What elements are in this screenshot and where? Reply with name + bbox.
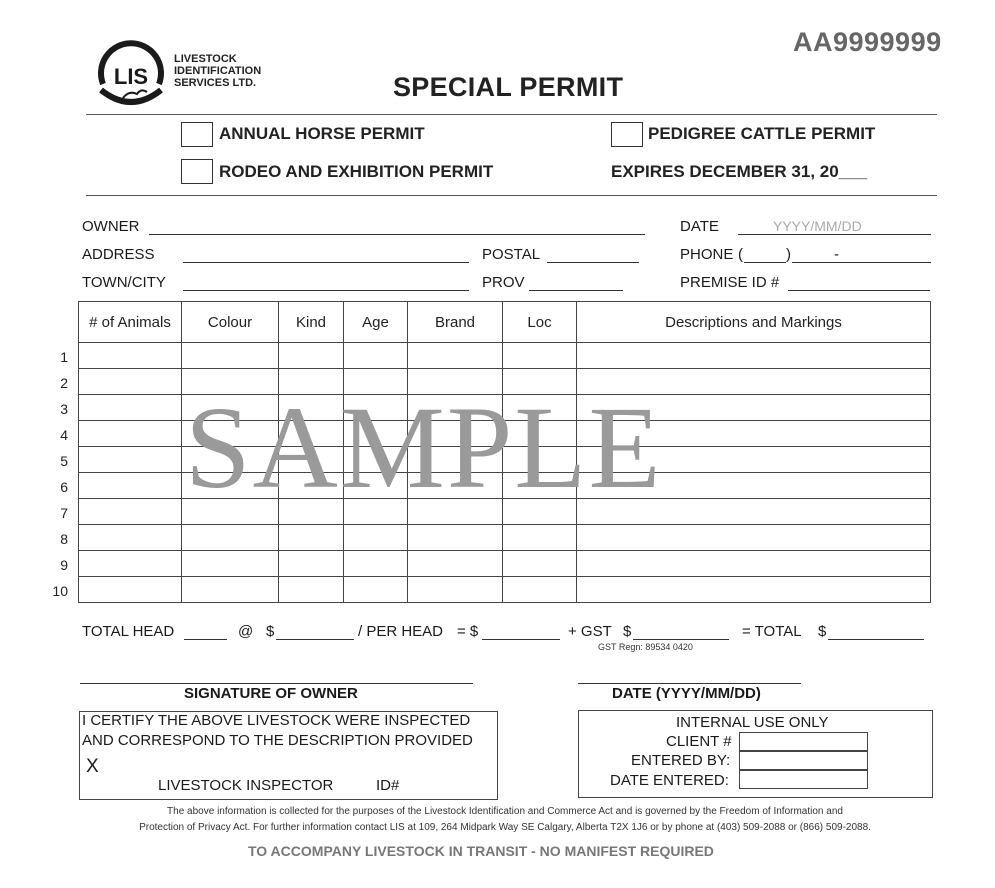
table-cell[interactable] (408, 473, 503, 499)
table-cell[interactable] (577, 577, 931, 603)
total-dollar-sign: $ (818, 623, 827, 640)
certify-line-1: I CERTIFY THE ABOVE LIVESTOCK WERE INSPECTED (82, 712, 471, 729)
table-row (79, 577, 931, 603)
lis-logo (95, 40, 167, 112)
table-cell[interactable] (79, 343, 182, 369)
table-cell[interactable] (279, 577, 344, 603)
town-city-label: TOWN/CITY (82, 274, 166, 291)
date-entered-label: DATE ENTERED: (610, 772, 729, 789)
table-cell[interactable] (503, 473, 577, 499)
gst-label: + GST (568, 623, 612, 640)
postal-field[interactable] (547, 262, 639, 263)
table-cell[interactable] (408, 343, 503, 369)
table-cell[interactable] (279, 551, 344, 577)
transit-notice: TO ACCOMPANY LIVESTOCK IN TRANSIT - NO MANIFEST REQUIRED (248, 843, 714, 859)
logo-mark: LIS (113, 64, 149, 89)
table-row (79, 395, 931, 421)
phone-dash: - (834, 246, 839, 263)
table-cell[interactable] (79, 499, 182, 525)
inspector-signature-mark[interactable]: X (86, 756, 99, 777)
table-cell[interactable] (344, 343, 408, 369)
date-label: DATE (680, 218, 719, 235)
top-divider (86, 114, 937, 115)
subtotal-field[interactable] (482, 639, 560, 640)
total-equals-label: = TOTAL (742, 623, 802, 640)
rodeo-exhibition-label: RODEO AND EXHIBITION PERMIT (219, 162, 494, 181)
table-cell[interactable] (344, 447, 408, 473)
table-cell[interactable] (182, 447, 279, 473)
table-cell[interactable] (279, 343, 344, 369)
col-header-colour: Colour (182, 302, 279, 343)
table-cell[interactable] (279, 369, 344, 395)
internal-use-title: INTERNAL USE ONLY (676, 714, 829, 731)
table-cell[interactable] (279, 395, 344, 421)
premise-id-label: PREMISE ID # (680, 274, 780, 291)
table-cell[interactable] (79, 551, 182, 577)
owner-signature-field[interactable] (80, 683, 473, 684)
row-number: 10 (52, 583, 68, 599)
subtotal-equals-dollar: = $ (457, 623, 479, 640)
row-number: 8 (60, 531, 68, 547)
table-cell[interactable] (577, 369, 931, 395)
table-cell[interactable] (79, 473, 182, 499)
col-header-animals: # of Animals (79, 302, 182, 343)
postal-label: POSTAL (482, 246, 541, 263)
table-cell[interactable] (279, 499, 344, 525)
owner-signature-label: SIGNATURE OF OWNER (184, 685, 358, 702)
table-cell[interactable] (408, 525, 503, 551)
table-row (79, 421, 931, 447)
row-number: 6 (60, 479, 68, 495)
client-number-label: CLIENT # (666, 733, 732, 750)
table-cell[interactable] (503, 525, 577, 551)
phone-label: PHONE (680, 246, 734, 263)
mid-divider (86, 195, 937, 196)
gst-dollar-sign: $ (623, 623, 632, 640)
table-cell[interactable] (344, 525, 408, 551)
per-head-label: / PER HEAD (358, 623, 444, 640)
phone-close-paren: ) (786, 246, 791, 263)
inspector-id-label: ID# (376, 777, 400, 794)
price-dollar-sign: $ (266, 623, 275, 640)
table-cell[interactable] (503, 447, 577, 473)
premise-id-field[interactable] (788, 290, 930, 291)
table-cell[interactable] (503, 421, 577, 447)
price-per-head-field[interactable] (276, 639, 354, 640)
table-cell[interactable] (577, 421, 931, 447)
table-cell[interactable] (79, 447, 182, 473)
table-cell[interactable] (182, 525, 279, 551)
phone-area-field[interactable] (744, 262, 786, 263)
table-cell[interactable] (577, 525, 931, 551)
table-cell[interactable] (79, 577, 182, 603)
table-cell[interactable] (503, 343, 577, 369)
gst-field[interactable] (633, 639, 729, 640)
sample-watermark: SAMPLE (185, 382, 663, 513)
signature-date-label: DATE (YYYY/MM/DD) (612, 685, 761, 702)
table-row (79, 499, 931, 525)
table-cell[interactable] (344, 473, 408, 499)
table-cell[interactable] (577, 343, 931, 369)
table-cell[interactable] (408, 577, 503, 603)
table-cell[interactable] (503, 395, 577, 421)
org-line-1: LIVESTOCK (174, 53, 237, 65)
annual-horse-checkbox[interactable] (181, 122, 213, 147)
certify-line-2: AND CORRESPOND TO THE DESCRIPTION PROVIDED (82, 732, 473, 749)
entered-by-label: ENTERED BY: (631, 752, 731, 769)
table-cell[interactable] (503, 551, 577, 577)
table-cell[interactable] (408, 447, 503, 473)
table-cell[interactable] (279, 421, 344, 447)
expires-label: EXPIRES DECEMBER 31, 20___ (611, 162, 868, 181)
row-number: 1 (60, 349, 68, 365)
page-title: SPECIAL PERMIT (393, 72, 624, 102)
col-header-brand: Brand (408, 302, 503, 343)
date-placeholder: YYYY/MM/DD (773, 218, 862, 234)
signature-date-field[interactable] (578, 683, 801, 684)
date-field[interactable] (738, 234, 931, 235)
livestock-table (78, 301, 931, 603)
col-header-descriptions: Descriptions and Markings (577, 302, 931, 343)
at-symbol: @ (238, 623, 254, 640)
pedigree-cattle-checkbox[interactable] (611, 122, 643, 147)
entered-by-field[interactable] (739, 751, 868, 770)
table-cell[interactable] (577, 447, 931, 473)
table-cell[interactable] (182, 421, 279, 447)
total-head-label: TOTAL HEAD (82, 623, 175, 640)
table-cell[interactable] (408, 369, 503, 395)
table-cell[interactable] (344, 369, 408, 395)
table-row (79, 369, 931, 395)
table-cell[interactable] (182, 395, 279, 421)
address-label: ADDRESS (82, 246, 155, 263)
col-header-kind: Kind (279, 302, 344, 343)
row-number: 3 (60, 401, 68, 417)
serial-number: AA9999999 (793, 27, 942, 57)
table-cell[interactable] (182, 343, 279, 369)
prov-field[interactable] (529, 290, 623, 291)
date-entered-field[interactable] (739, 770, 868, 789)
owner-field[interactable] (149, 234, 645, 235)
table-cell[interactable] (182, 499, 279, 525)
table-cell[interactable] (182, 369, 279, 395)
table-cell[interactable] (408, 551, 503, 577)
row-number: 4 (60, 427, 68, 443)
table-cell[interactable] (344, 577, 408, 603)
owner-label: OWNER (82, 218, 140, 235)
phone-number-field[interactable] (792, 262, 931, 263)
table-cell[interactable] (577, 473, 931, 499)
privacy-notice-line-2: Protection of Privacy Act. For further information contact LIS at 109, 264 Midpark Way SE Calgary, Alberta T2X 1J6 or by phone at (403) 509-2088 or (866) 509-2088. (139, 822, 871, 833)
table-row (79, 551, 931, 577)
table-cell[interactable] (408, 499, 503, 525)
org-line-3: SERVICES LTD. (174, 77, 257, 89)
total-head-field[interactable] (184, 639, 227, 640)
table-row (79, 473, 931, 499)
rodeo-exhibition-checkbox[interactable] (181, 159, 213, 184)
col-header-age: Age (344, 302, 408, 343)
table-cell[interactable] (182, 473, 279, 499)
row-number: 5 (60, 453, 68, 469)
table-cell[interactable] (182, 551, 279, 577)
table-cell[interactable] (408, 395, 503, 421)
table-cell[interactable] (79, 395, 182, 421)
table-cell[interactable] (344, 499, 408, 525)
table-cell[interactable] (279, 525, 344, 551)
gst-registration: GST Regn: 89534 0420 (598, 642, 693, 652)
annual-horse-label: ANNUAL HORSE PERMIT (219, 124, 425, 143)
org-name (174, 53, 261, 89)
org-line-2: IDENTIFICATION (174, 65, 262, 77)
table-row (79, 525, 931, 551)
table-cell[interactable] (577, 499, 931, 525)
table-cell[interactable] (344, 395, 408, 421)
table-cell[interactable] (408, 421, 503, 447)
table-cell[interactable] (503, 369, 577, 395)
privacy-notice-line-1: The above information is collected for the purposes of the Livestock Identification and Commerce Act and is governed by the Freedom of Information and (167, 806, 843, 817)
table-cell[interactable] (503, 577, 577, 603)
table-cell[interactable] (577, 395, 931, 421)
row-number: 9 (60, 557, 68, 573)
table-cell[interactable] (79, 421, 182, 447)
row-number: 7 (60, 505, 68, 521)
table-cell[interactable] (344, 551, 408, 577)
prov-label: PROV (482, 274, 525, 291)
pedigree-cattle-label: PEDIGREE CATTLE PERMIT (648, 124, 876, 143)
col-header-loc: Loc (503, 302, 577, 343)
town-city-field[interactable] (183, 290, 469, 291)
table-row (79, 447, 931, 473)
table-cell[interactable] (344, 421, 408, 447)
total-field[interactable] (828, 639, 924, 640)
table-cell[interactable] (279, 473, 344, 499)
privacy-notice (120, 804, 890, 836)
address-field[interactable] (183, 262, 469, 263)
table-cell[interactable] (79, 525, 182, 551)
table-header-row (79, 302, 931, 343)
livestock-inspector-label: LIVESTOCK INSPECTOR (158, 777, 334, 794)
table-cell[interactable] (279, 447, 344, 473)
phone-open-paren: ( (738, 246, 743, 263)
table-cell[interactable] (79, 369, 182, 395)
client-number-field[interactable] (739, 732, 868, 751)
table-cell[interactable] (577, 551, 931, 577)
table-row (79, 343, 931, 369)
table-cell[interactable] (182, 577, 279, 603)
table-cell[interactable] (503, 499, 577, 525)
row-number: 2 (60, 375, 68, 391)
